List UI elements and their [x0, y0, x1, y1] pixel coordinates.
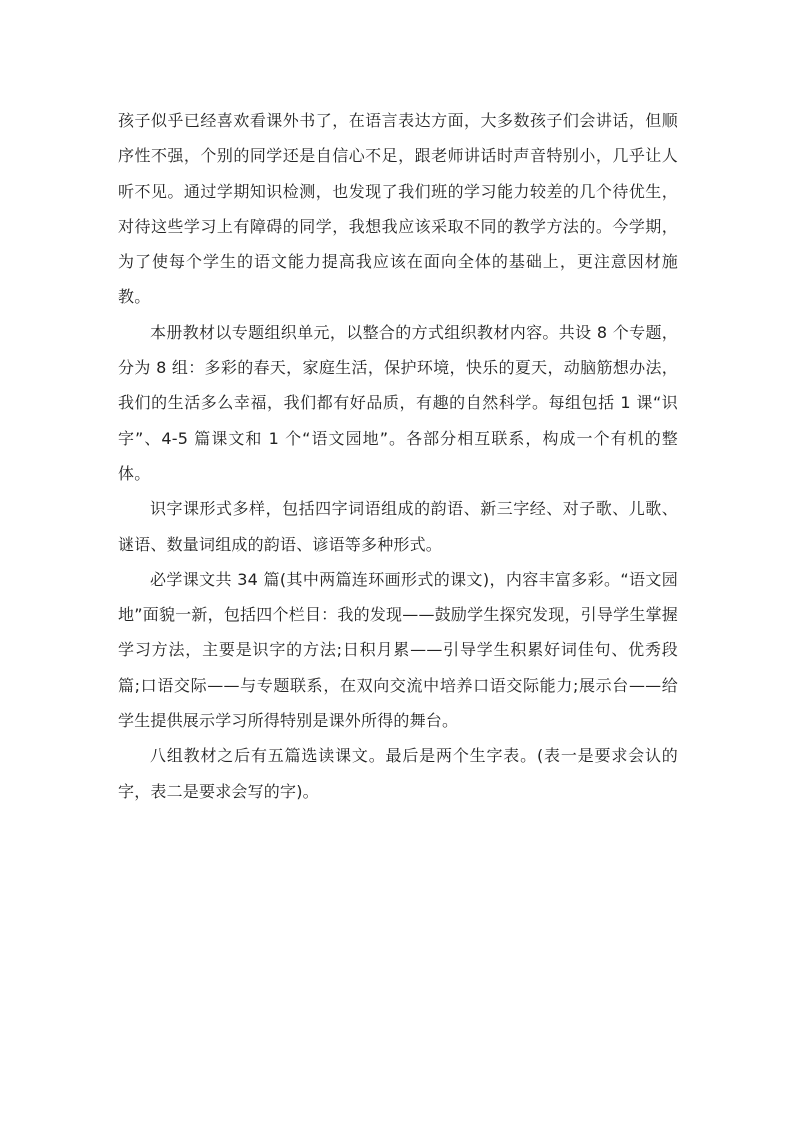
paragraph-2: 本册教材以专题组织单元，以整合的方式组织教材内容。共设 8 个专题，分为 8 组：多彩的春天，家庭生活，保护环境，快乐的夏天，动脑筋想办法，我们的生活多么幸福，我们都有好品质，有趣的自然科学。每组包括 1 课“识字”、4-5 篇课文和 1 个“语文园地”。各部分相互联系，构成一个有机的整体。	[118, 322, 678, 483]
paragraph-5: 八组教材之后有五篇选读课文。最后是两个生字表。(表一是要求会认的字，表二是要求会写的字)。	[118, 746, 678, 801]
paragraph-3: 识字课形式多样，包括四字词语组成的韵语、新三字经、对子歌、儿歌、谜语、数量词组成的韵语、谚语等多种形式。	[118, 499, 678, 554]
paragraph-4: 必学课文共 34 篇(其中两篇连环画形式的课文)，内容丰富多彩。“语文园地”面貌一新，包括四个栏目：我的发现——鼓励学生探究发现，引导学生掌握学习方法，主要是识字的方法;日积月累——引导学生积累好词佳句、优秀段篇;口语交际——与专题联系，在双向交流中培养口语交际能力;展示台——给学生提供展示学习所得特别是课外所得的舞台。	[118, 569, 678, 731]
document-page	[118, 103, 678, 809]
paragraph-1: 孩子似乎已经喜欢看课外书了，在语言表达方面，大多数孩子们会讲话，但顺序性不强，个别的同学还是自信心不足，跟老师讲话时声音特别小，几乎让人听不见。通过学期知识检测，也发现了我们班的学习能力较差的几个待优生，对待这些学习上有障碍的同学，我想我应该采取不同的教学方法的。今学期，为了使每个学生的语文能力提高我应该在面向全体的基础上，更注意因材施教。	[118, 111, 678, 307]
